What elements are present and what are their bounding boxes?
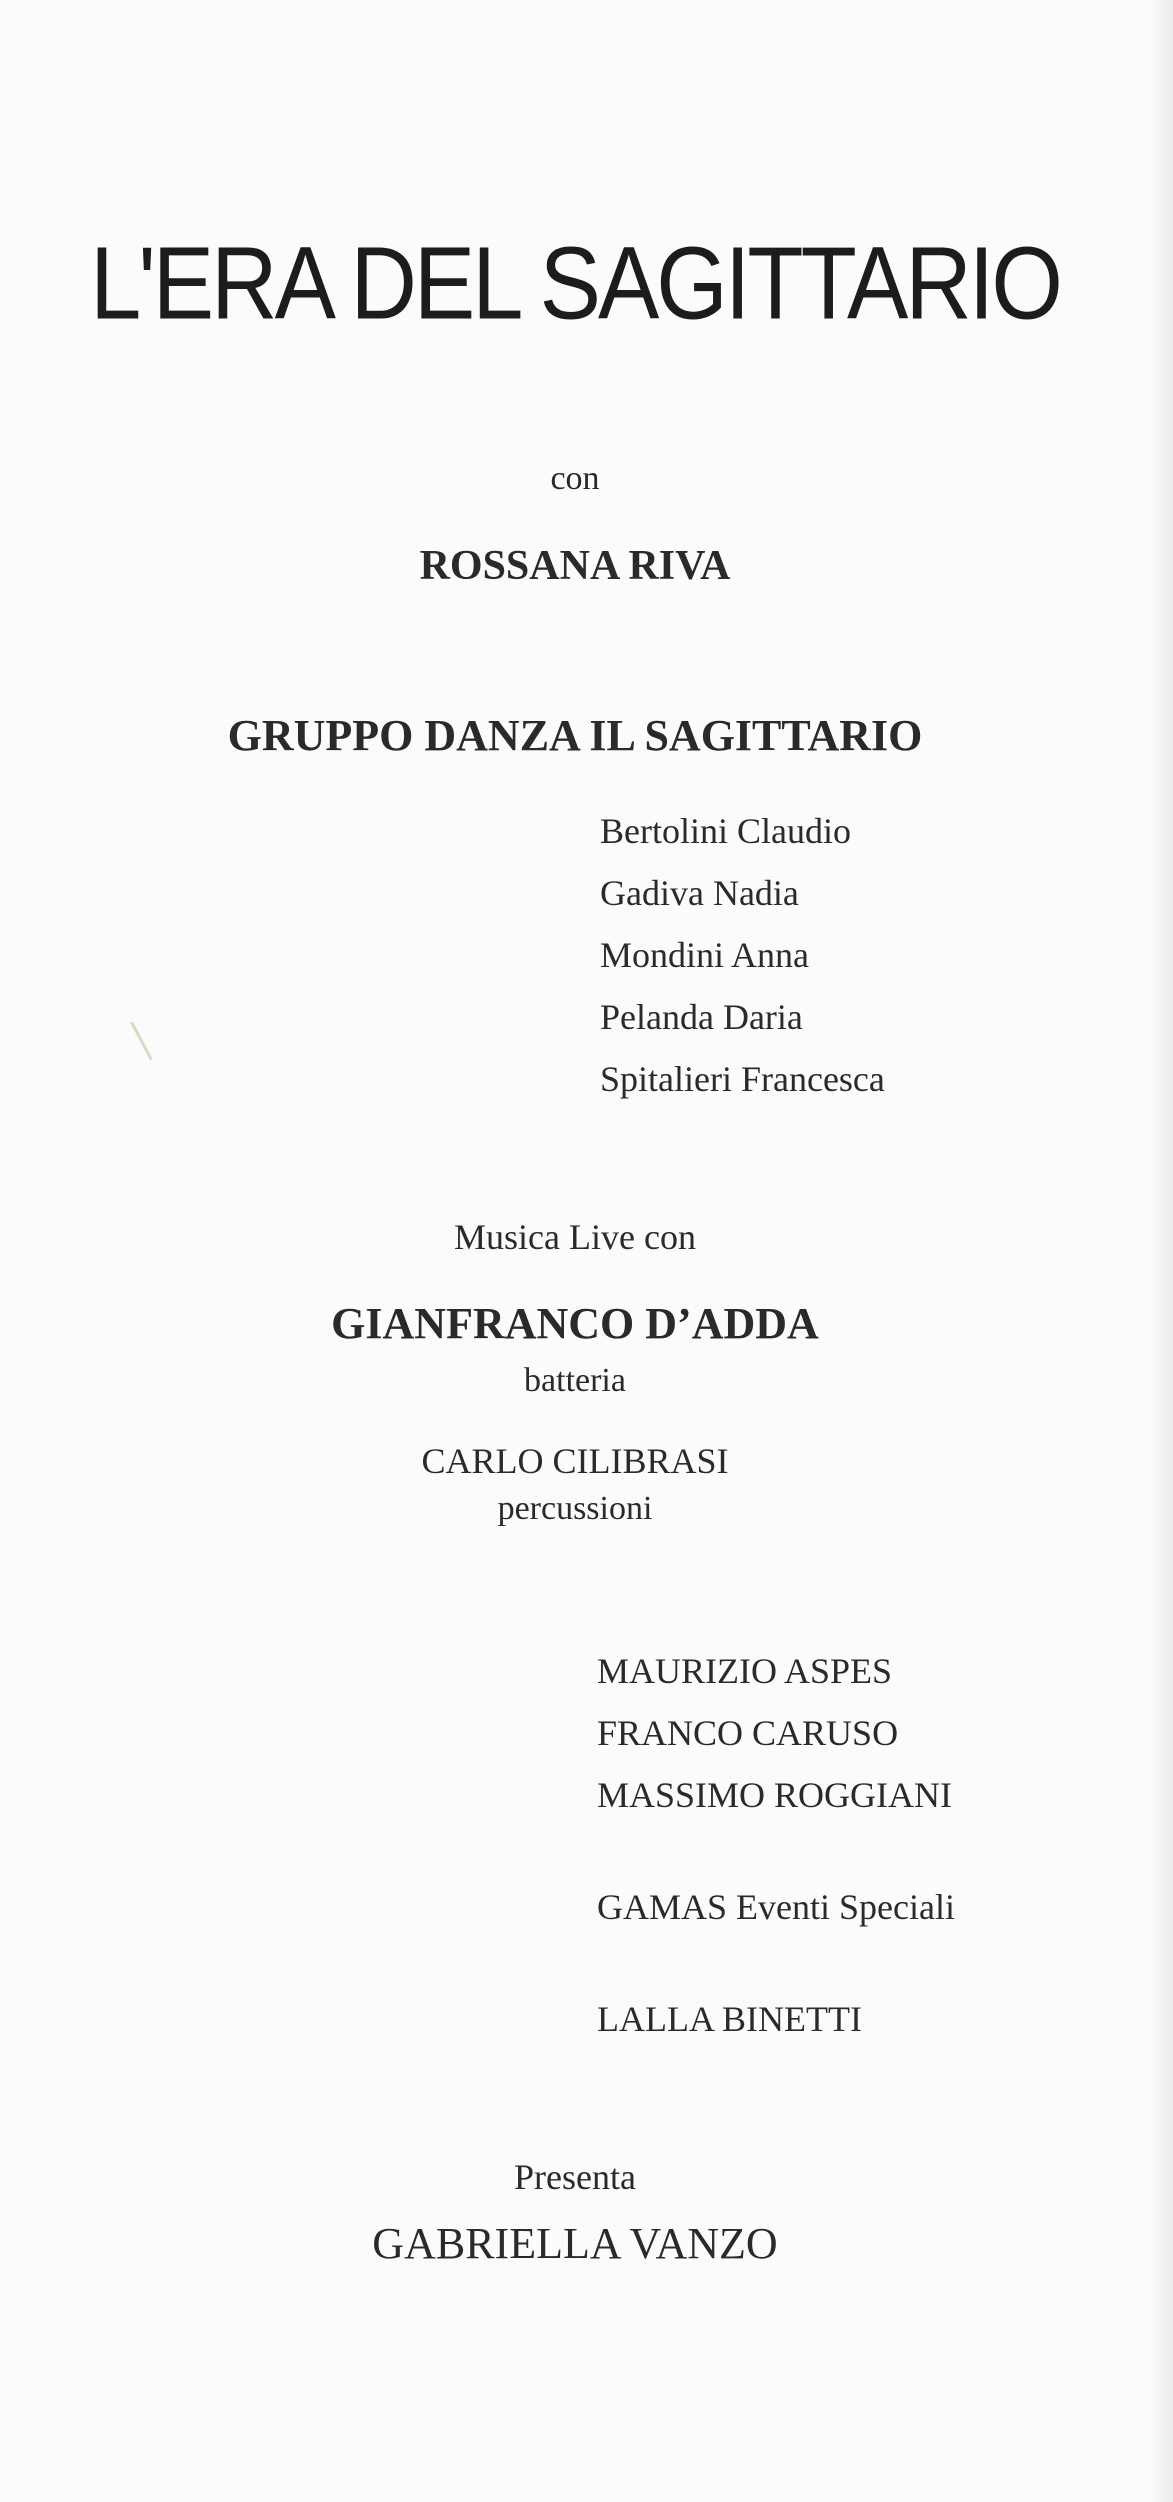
show-title: L'ERA DEL SAGITTARIO [90,226,1060,342]
credit-name: LALLA BINETTI [597,1999,862,2039]
presenter-name: GABRIELLA VANZO [372,2219,778,2268]
credit-name: MASSIMO ROGGIANI [597,1775,953,1815]
dancer-right: Mondini Anna [600,935,810,975]
dancer-right: Pelanda Daria [600,997,803,1037]
presenta-label: Presenta [514,2157,636,2197]
musician1-name: GIANFRANCO D’ADDA [331,1299,819,1348]
group-name: GRUPPO DANZA IL SAGITTARIO [227,711,923,760]
con-label: con [550,460,600,497]
musician2-role: percussioni [497,1490,653,1527]
credit-name: FRANCO CARUSO [597,1713,899,1753]
credit-name: GAMAS Eventi Speciali [597,1887,955,1927]
dancer-right: Bertolini Claudio [600,811,851,851]
page-edge-shadow [1151,0,1173,2502]
credit-name: MAURIZIO ASPES [597,1651,893,1691]
star-name: ROSSANA RIVA [419,543,731,589]
dancer-right: Gadiva Nadia [600,873,799,913]
musician2-name: CARLO CILIBRASI [421,1441,729,1481]
musician1-role: batteria [524,1362,626,1399]
music-label: Musica Live con [454,1217,696,1257]
paper-mark [130,1022,152,1060]
dancer-right: Spitalieri Francesca [600,1059,885,1099]
